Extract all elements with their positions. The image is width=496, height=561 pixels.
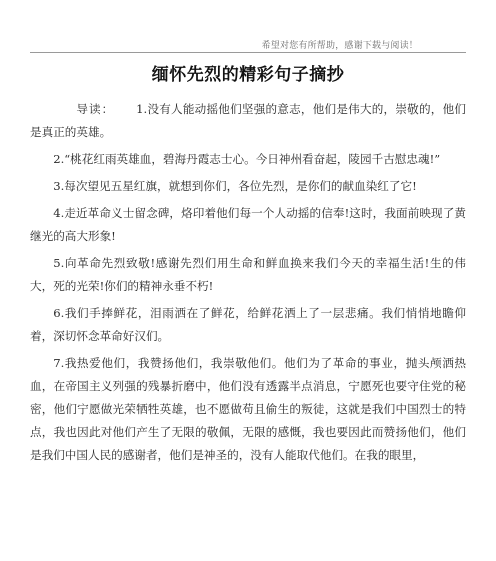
paragraph-4: 4.走近革命义士留念碑，烙印着他们每一个人动摇的信奉!这时，我面前映现了黄继光的高大形象!: [30, 206, 466, 243]
document-body: [30, 98, 466, 471]
lead-label: 导读：: [76, 102, 115, 116]
header-divider: [30, 52, 466, 53]
paragraph-7: 7.我热爱他们，我赞扬他们，我崇敬他们。他们为了革命的事业，抛头颅洒热血，在帝国主义列强的残暴折磨中，他们没有透露半点消息，宁愿死也要守住党的秘密，他们宁愿做光荣牺牲英雄，也不愿做苟且偷生的叛徒，这就是我们中国烈士的特点，我也因此对他们产生了无限的敬佩，无限的感慨，我也要因此而赞扬他们，他们是我们中国人民的感谢者，他们是神圣的，没有人能取代他们。在我的眼里，: [30, 356, 466, 462]
document-title: 缅怀先烈的精彩句子摘抄: [151, 65, 345, 85]
paragraph-5: 5.向革命先烈致敬!感谢先烈们用生命和鲜血换来我们今天的幸福生活!生的伟大，死的光荣!你们的精神永垂不朽!: [30, 256, 466, 293]
paragraph-1-text: 1.没有人能动摇他们坚强的意志，他们是伟大的，崇敬的，他们是真正的英雄。: [30, 102, 466, 139]
paragraph-6: 6.我们手捧鲜花，泪雨洒在了鲜花，给鲜花洒上了一层悲痛。我们悄悄地瞻仰着，深切怀念革命好汉们。: [30, 306, 466, 343]
header-note: 希望对您有所帮助，感谢下载与阅读！: [261, 41, 418, 51]
paragraph-2: 2.“桃花红雨英雄血，碧海丹霞志士心。今日神州看奋起，陵园千古慰忠魂!”: [53, 152, 441, 166]
paragraph-1: [30, 98, 466, 144]
paragraph-3: 3.每次望见五星红旗，就想到你们，各位先烈，是你们的献血染红了它!: [53, 179, 417, 193]
